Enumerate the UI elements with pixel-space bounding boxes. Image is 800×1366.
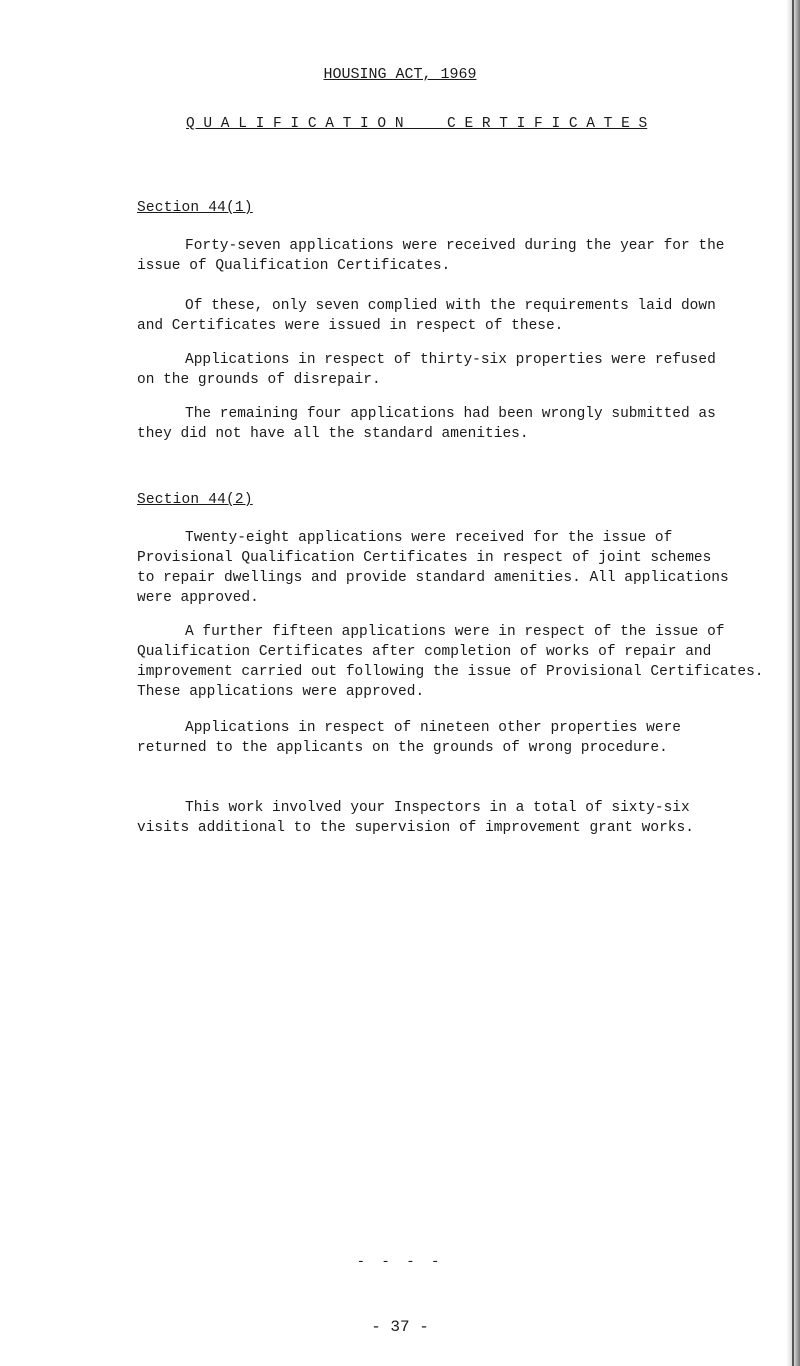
paragraph xyxy=(137,236,777,276)
paragraph-text: The remaining four applications had been wrongly submitted as they did not have all the standard amenities. xyxy=(137,406,716,442)
paragraph xyxy=(137,350,777,390)
paragraph-text: Twenty-eight applications were received for the issue of Provisional Qualification Certificates in respect of joint schemes to repair dwellings and provide standard amenities. All applications were approved. xyxy=(137,530,729,606)
paragraph xyxy=(137,296,777,336)
paragraph xyxy=(137,718,777,758)
paragraph xyxy=(137,404,777,444)
paragraph-text: Applications in respect of nineteen other properties were returned to the applicants on the grounds of wrong procedure. xyxy=(137,720,681,756)
page-title: Q U A L I F I C A T I O N C E R T I F I C A T E S xyxy=(186,116,648,132)
page-number: - 37 - xyxy=(371,1318,429,1336)
paragraph xyxy=(137,528,777,608)
paragraph-text: Applications in respect of thirty-six properties were refused on the grounds of disrepair. xyxy=(137,352,716,388)
section-heading-44-1: Section 44(1) xyxy=(137,200,253,216)
paragraph xyxy=(137,622,777,702)
paragraph-text: This work involved your Inspectors in a total of sixty-six visits additional to the supervision of improvement grant works. xyxy=(137,800,694,836)
paragraph xyxy=(137,798,777,838)
paragraph-text: Forty-seven applications were received during the year for the issue of Qualification Certificates. xyxy=(137,238,725,274)
separator: - - - - xyxy=(356,1254,444,1270)
section-heading-44-2: Section 44(2) xyxy=(137,492,253,508)
page-edge-line xyxy=(792,0,794,1366)
paragraph-text: A further fifteen applications were in respect of the issue of Qualification Certificates after completion of works of repair and improvement carried out following the issue of Provisional Certificates. These applications were approved. xyxy=(137,624,764,700)
paragraph-text: Of these, only seven complied with the requirements laid down and Certificates were issued in respect of these. xyxy=(137,298,716,334)
act-title: HOUSING ACT, 1969 xyxy=(323,66,477,83)
